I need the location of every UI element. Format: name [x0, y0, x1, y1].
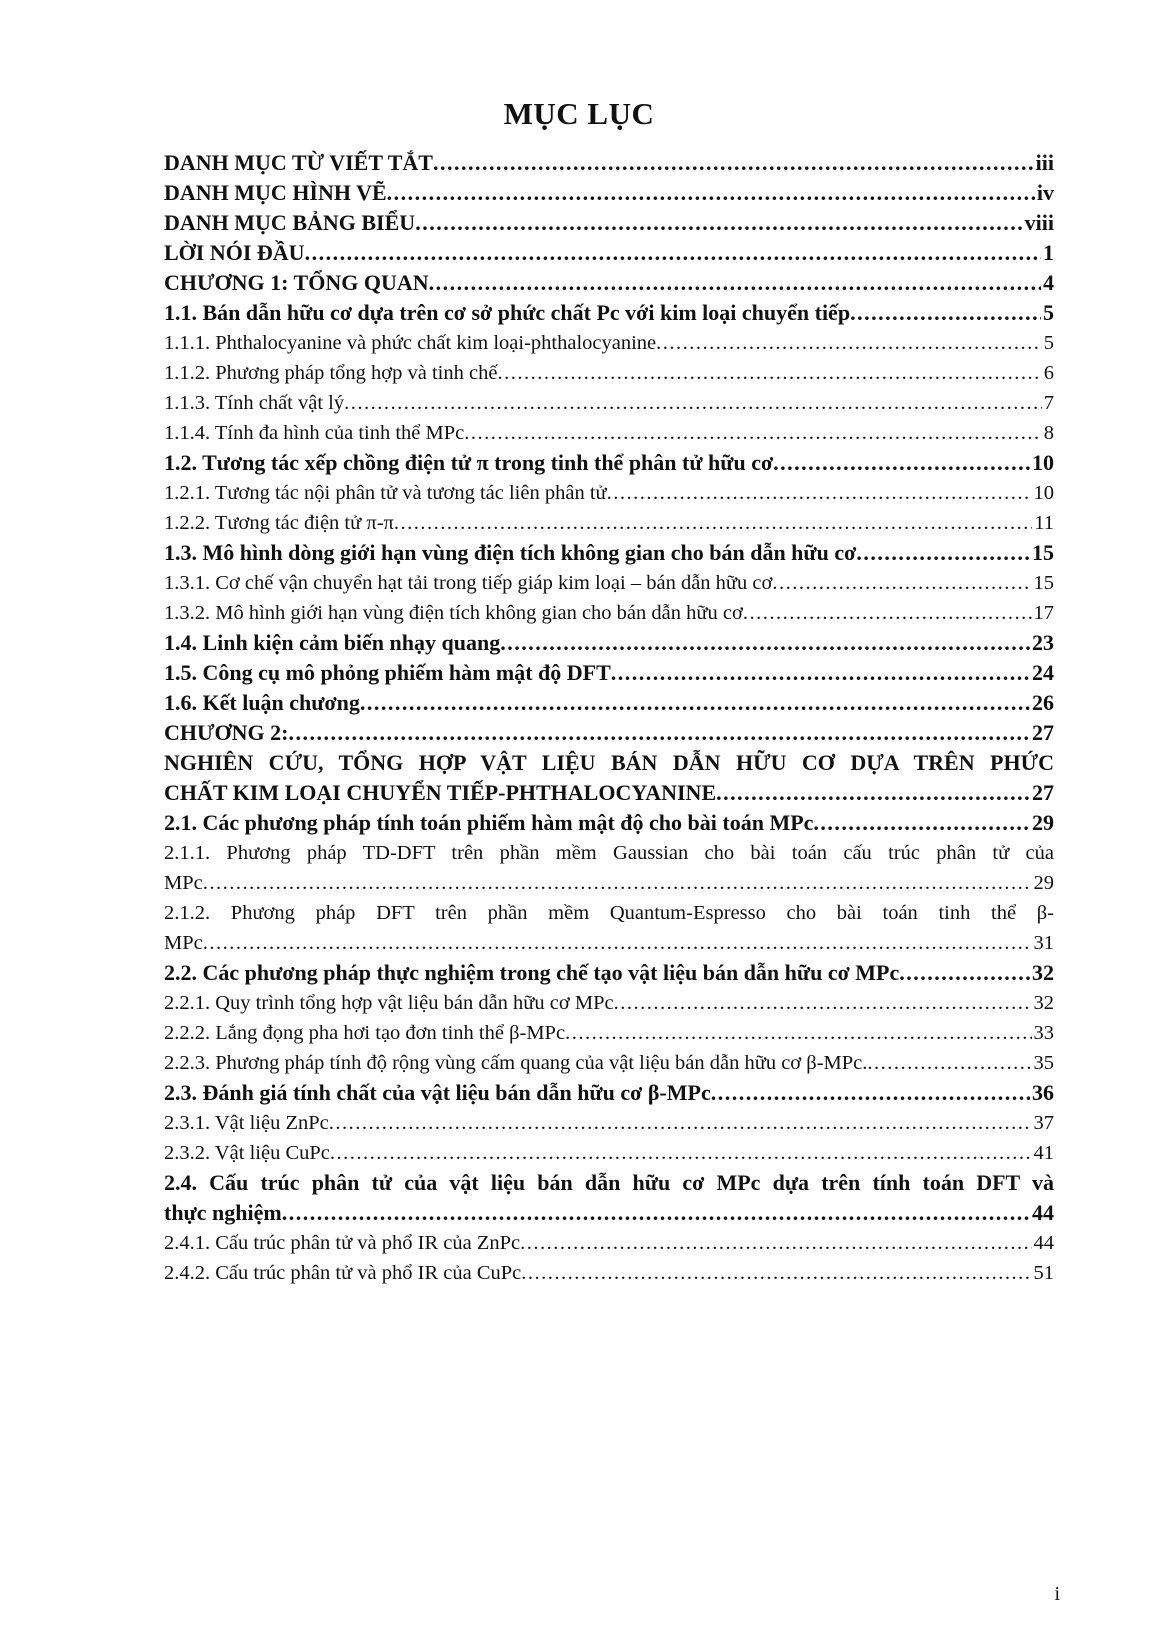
toc-entry-page: 10: [1032, 450, 1054, 475]
toc-entry[interactable]: [164, 928, 1054, 958]
toc-entry-text: 1.3. Mô hình dòng giới hạn vùng điện tích không gian cho bán dẫn hữu cơ: [164, 540, 857, 565]
toc-entry-page: 4: [1043, 270, 1054, 295]
dot-leader: [899, 958, 1030, 988]
toc-entry-text: 2.3.2. Vật liệu CuPc: [164, 1142, 330, 1164]
toc-entry-page: 5: [1043, 332, 1054, 354]
toc-entry-text: CHƯƠNG 2:: [164, 720, 289, 745]
dot-leader: [743, 598, 1032, 628]
toc-entry-text[interactable]: 2.4. Cấu trúc phân tử của vật liệu bán dẫn hữu cơ MPc dựa trên tính toán DFT và: [164, 1170, 1054, 1195]
toc-entry[interactable]: [164, 658, 1054, 688]
toc-entry-text: 2.3. Đánh giá tính chất của vật liệu bán dẫn hữu cơ β-MPc: [164, 1080, 711, 1105]
toc-entry[interactable]: [164, 1018, 1054, 1048]
toc-entry-text: 2.2.2. Lắng đọng pha hơi tạo đơn tinh thể β-MPc: [164, 1022, 566, 1044]
toc-entry-text: 1.5. Công cụ mô phỏng phiếm hàm mật độ DFT: [164, 660, 611, 685]
toc-entry-text: MPc: [164, 872, 203, 894]
toc-entry-page: 5: [1043, 300, 1054, 325]
toc-entry-page: 37: [1033, 1112, 1054, 1134]
toc-entry-page: 6: [1043, 362, 1054, 384]
toc-entry[interactable]: [164, 508, 1054, 538]
toc-entry[interactable]: [164, 358, 1054, 388]
toc-entry-page: 29: [1033, 872, 1054, 894]
toc-entry[interactable]: [164, 238, 1054, 268]
dot-leader: [850, 298, 1041, 328]
toc-entry[interactable]: [164, 148, 1054, 178]
toc-entry-page: 31: [1033, 932, 1054, 954]
dot-leader: [565, 1018, 1031, 1048]
dot-leader: [772, 568, 1031, 598]
toc-entry[interactable]: [164, 958, 1054, 988]
page-number: i: [1054, 1583, 1060, 1605]
toc-entry[interactable]: [164, 1258, 1054, 1288]
toc-entry-page: 27: [1032, 780, 1054, 805]
toc-entry[interactable]: [164, 1198, 1054, 1228]
toc-entry[interactable]: [164, 1048, 1054, 1078]
dot-leader: [611, 658, 1030, 688]
dot-leader: [387, 178, 1035, 208]
toc-entry-page: 17: [1033, 602, 1054, 624]
dot-leader: [773, 448, 1030, 478]
toc-entry[interactable]: [164, 328, 1054, 358]
toc-entry-text: CHẤT KIM LOẠI CHUYỂN TIẾP-PHTHALOCYANINE: [164, 780, 717, 805]
toc-entry[interactable]: [164, 628, 1054, 658]
toc-entry[interactable]: [164, 298, 1054, 328]
dot-leader: [429, 268, 1041, 298]
toc-entry-text: 1.4. Linh kiện cảm biến nhạy quang: [164, 630, 501, 655]
toc-entry-text: 2.4.2. Cấu trúc phân tử và phổ IR của CuPc: [164, 1262, 522, 1284]
toc-entry-page: 26: [1032, 690, 1054, 715]
toc-entry-text: 1.2. Tương tác xếp chồng điện tử π trong tinh thể phân tử hữu cơ: [164, 450, 774, 475]
toc-entry-text: 1.3.1. Cơ chế vận chuyển hạt tải trong tiếp giáp kim loại – bán dẫn hữu cơ: [164, 572, 773, 594]
dot-leader: [500, 628, 1030, 658]
toc-entry-text[interactable]: 2.1.2. Phương pháp DFT trên phần mềm Quantum-Espresso cho bài toán tinh thể β-: [164, 902, 1054, 924]
dot-leader: [813, 808, 1030, 838]
toc-entry-text: 1.6. Kết luận chương: [164, 690, 360, 715]
toc-entry-page: 33: [1033, 1022, 1054, 1044]
toc-entry[interactable]: [164, 868, 1054, 898]
toc-entry-text: 2.3.1. Vật liệu ZnPc: [164, 1112, 329, 1134]
dot-leader: [520, 1228, 1031, 1258]
toc-entry[interactable]: [164, 568, 1054, 598]
dot-leader: [607, 478, 1032, 508]
dot-leader: [288, 718, 1030, 748]
toc-entry-page: 15: [1033, 572, 1054, 594]
toc-entry[interactable]: [164, 538, 1054, 568]
toc-entry-page: 44: [1032, 1200, 1054, 1225]
dot-leader: [497, 358, 1041, 388]
toc-entry-page: 27: [1032, 720, 1054, 745]
dot-leader: [415, 208, 1022, 238]
toc-entry-page: 10: [1033, 482, 1054, 504]
toc-entry-text: thực nghiệm: [164, 1200, 282, 1225]
toc-entry-text: 1.3.2. Mô hình giới hạn vùng điện tích không gian cho bán dẫn hữu cơ: [164, 602, 743, 624]
toc-entry[interactable]: [164, 688, 1054, 718]
toc-entry-page: 32: [1032, 960, 1054, 985]
toc-entry-text: 2.2. Các phương pháp thực nghiệm trong chế tạo vật liệu bán dẫn hữu cơ MPc: [164, 960, 900, 985]
dot-leader: [656, 328, 1042, 358]
dot-leader: [521, 1258, 1031, 1288]
dot-leader: [305, 238, 1041, 268]
toc-entry-text: 2.1. Các phương pháp tính toán phiếm hàm mật độ cho bài toán MPc: [164, 810, 814, 835]
toc-entry-page: iv: [1036, 180, 1054, 205]
toc-entry-page: 11: [1034, 512, 1054, 534]
toc-entry-text: 1.2.1. Tương tác nội phân tử và tương tác liên phân tử: [164, 482, 607, 504]
toc-entry[interactable]: [164, 1078, 1054, 1108]
toc-entry[interactable]: [164, 388, 1054, 418]
toc-entry-text: 1.2.2. Tương tác điện tử π-π: [164, 512, 394, 534]
dot-leader: [330, 1138, 1032, 1168]
toc-entry-page: 15: [1032, 540, 1054, 565]
toc-entry[interactable]: [164, 478, 1054, 508]
toc-entry-page: 7: [1043, 392, 1054, 414]
dot-leader: [360, 688, 1030, 718]
toc-entry-text[interactable]: NGHIÊN CỨU, TỔNG HỢP VẬT LIỆU BÁN DẪN HỮU CƠ DỰA TRÊN PHỨC: [164, 750, 1054, 775]
toc-entry-page: viii: [1024, 210, 1054, 235]
toc-entry-text: 2.2.1. Quy trình tổng hợp vật liệu bán dẫn hữu cơ MPc: [164, 992, 614, 1014]
toc-entry-page: 29: [1032, 810, 1054, 835]
dot-leader: [203, 868, 1032, 898]
table-of-contents: [164, 148, 1054, 1288]
toc-entry-text: DANH MỤC BẢNG BIỂU: [164, 210, 416, 235]
toc-entry-text: 1.1.3. Tính chất vật lý: [164, 392, 345, 414]
dot-leader: [433, 148, 1034, 178]
toc-entry-page: 35: [1033, 1052, 1054, 1074]
dot-leader: [856, 538, 1030, 568]
dot-leader: [282, 1198, 1030, 1228]
toc-entry-text: 1.1.4. Tính đa hình của tinh thể MPc: [164, 422, 465, 444]
toc-entry[interactable]: [164, 208, 1054, 238]
dot-leader: [614, 988, 1032, 1018]
toc-entry-page: 51: [1033, 1262, 1054, 1284]
toc-entry[interactable]: [164, 1228, 1054, 1258]
dot-leader: [867, 1048, 1031, 1078]
toc-entry-page: 24: [1032, 660, 1054, 685]
toc-entry[interactable]: [164, 598, 1054, 628]
toc-entry-text: 1.1.2. Phương pháp tổng hợp và tinh chế: [164, 362, 498, 384]
toc-entry[interactable]: [164, 418, 1054, 448]
toc-entry-page: 36: [1032, 1080, 1054, 1105]
toc-entry[interactable]: [164, 1138, 1054, 1168]
toc-entry-page: 8: [1043, 422, 1054, 444]
toc-entry-text: CHƯƠNG 1: TỔNG QUAN: [164, 270, 429, 295]
toc-entry-page: 23: [1032, 630, 1054, 655]
toc-entry-text: LỜI NÓI ĐẦU: [164, 240, 305, 265]
dot-leader: [344, 388, 1042, 418]
toc-entry-text: 1.1. Bán dẫn hữu cơ dựa trên cơ sở phức chất Pc với kim loại chuyển tiếp: [164, 300, 851, 325]
toc-entry-page: 41: [1033, 1142, 1054, 1164]
toc-entry[interactable]: [164, 988, 1054, 1018]
page-title: MỤC LỤC: [503, 96, 655, 131]
toc-entry-page: 32: [1033, 992, 1054, 1014]
toc-entry-text: DANH MỤC HÌNH VẼ: [164, 180, 387, 205]
toc-entry[interactable]: [164, 718, 1054, 748]
toc-entry-page: iii: [1035, 150, 1054, 175]
toc-entry-text: DANH MỤC TỪ VIẾT TẮT: [164, 150, 433, 175]
toc-entry-page: 1: [1043, 240, 1054, 265]
dot-leader: [394, 508, 1032, 538]
dot-leader: [464, 418, 1041, 448]
toc-entry[interactable]: [164, 808, 1054, 838]
toc-entry-text[interactable]: 2.1.1. Phương pháp TD-DFT trên phần mềm Gaussian cho bài toán cấu trúc phân tử của: [164, 842, 1054, 864]
dot-leader: [716, 778, 1030, 808]
toc-entry[interactable]: [164, 1108, 1054, 1138]
toc-entry[interactable]: [164, 268, 1054, 298]
toc-entry-text: 1.1.1. Phthalocyanine và phức chất kim loại-phthalocyanine: [164, 332, 657, 354]
toc-entry-text: 2.2.3. Phương pháp tính độ rộng vùng cấm quang của vật liệu bán dẫn hữu cơ β-MPc.: [164, 1052, 868, 1074]
toc-entry[interactable]: [164, 178, 1054, 208]
toc-entry-text: 2.4.1. Cấu trúc phân tử và phổ IR của ZnPc: [164, 1232, 521, 1254]
toc-entry[interactable]: [164, 448, 1054, 478]
dot-leader: [711, 1078, 1030, 1108]
dot-leader: [329, 1108, 1032, 1138]
toc-entry[interactable]: [164, 778, 1054, 808]
toc-entry-page: 44: [1033, 1232, 1054, 1254]
toc-entry-text: MPc: [164, 932, 203, 954]
dot-leader: [203, 928, 1032, 958]
